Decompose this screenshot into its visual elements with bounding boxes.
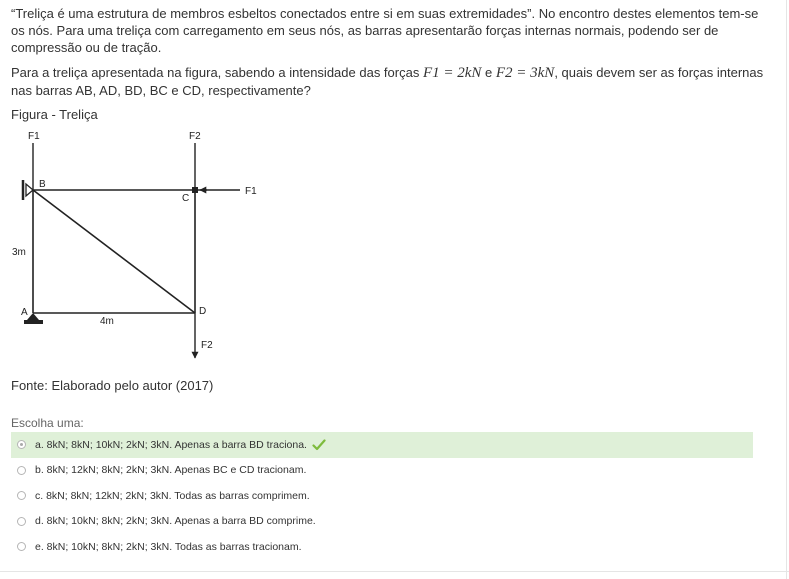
figure-title: Figura - Treliça (11, 107, 98, 122)
answer-option-a[interactable] (11, 432, 753, 458)
f1-expression: F1 = 2kN (422, 65, 482, 81)
label-node-c: C (182, 193, 190, 204)
answer-label-e: e. 8kN; 10kN; 8kN; 2kN; 3kN. Todas as barras tracionam. (35, 540, 302, 553)
choose-label: Escolha uma: (11, 416, 84, 430)
answer-label-a: a. 8kN; 8kN; 10kN; 2kN; 3kN. Apenas a barra BD traciona. (35, 438, 307, 451)
label-3m: 3m (12, 247, 26, 258)
truss-figure (0, 125, 270, 370)
answer-option-b[interactable] (11, 458, 753, 484)
answer-label-d: d. 8kN; 10kN; 8kN; 2kN; 3kN. Apenas a barra BD comprime. (35, 515, 316, 528)
radio-e[interactable] (17, 542, 26, 551)
answer-label-c: c. 8kN; 8kN; 12kN; 2kN; 3kN. Todas as barras comprimem. (35, 489, 310, 502)
radio-c[interactable] (17, 491, 26, 500)
answer-label-b: b. 8kN; 12kN; 8kN; 2kN; 3kN. Apenas BC e CD tracionam. (35, 464, 307, 477)
question-paragraph-2 (11, 64, 771, 99)
label-f2-top: F2 (189, 131, 201, 142)
answer-option-d[interactable] (11, 509, 753, 535)
right-divider (786, 0, 787, 579)
prompt-part-2: e (481, 65, 496, 80)
prompt-part-1: Para a treliça apresentada na figura, sabendo a intensidade das forças (11, 65, 423, 80)
answer-option-c[interactable] (11, 483, 753, 509)
label-node-a: A (21, 307, 28, 318)
label-f2-bottom: F2 (201, 340, 213, 351)
radio-b[interactable] (17, 466, 26, 475)
check-icon (312, 439, 326, 451)
figure-source: Fonte: Elaborado pelo autor (2017) (11, 378, 214, 393)
label-f1-right: F1 (245, 186, 257, 197)
question-paragraph-1 (11, 5, 771, 56)
answer-list (11, 432, 753, 560)
label-f1-top: F1 (28, 131, 40, 142)
radio-d[interactable] (17, 517, 26, 526)
node-c-marker (192, 187, 198, 193)
label-4m: 4m (100, 316, 114, 327)
bar-bd (33, 190, 195, 313)
prompt-part-3: , quais devem ser as forças internas nas barras AB, AD, BD, BC e CD, respectivamente? (11, 65, 764, 98)
bottom-divider (0, 571, 789, 572)
label-node-d: D (199, 306, 207, 317)
question-prompt (11, 64, 771, 99)
radio-a[interactable] (17, 440, 26, 449)
f2-expression: F2 = 3kN (495, 65, 555, 81)
question-intro-text: “Treliça é uma estrutura de membros esbeltos conectados entre si em suas extremidades”. No encontro destes elementos tem-se os nós. Para uma treliça com carregamento em seus nós, as barras apresentarão forças internas normais, podendo ser de compressão ou de tração. (11, 6, 759, 55)
pin-support-b (23, 180, 33, 200)
label-node-b: B (39, 179, 46, 190)
answer-option-e[interactable] (11, 534, 753, 560)
